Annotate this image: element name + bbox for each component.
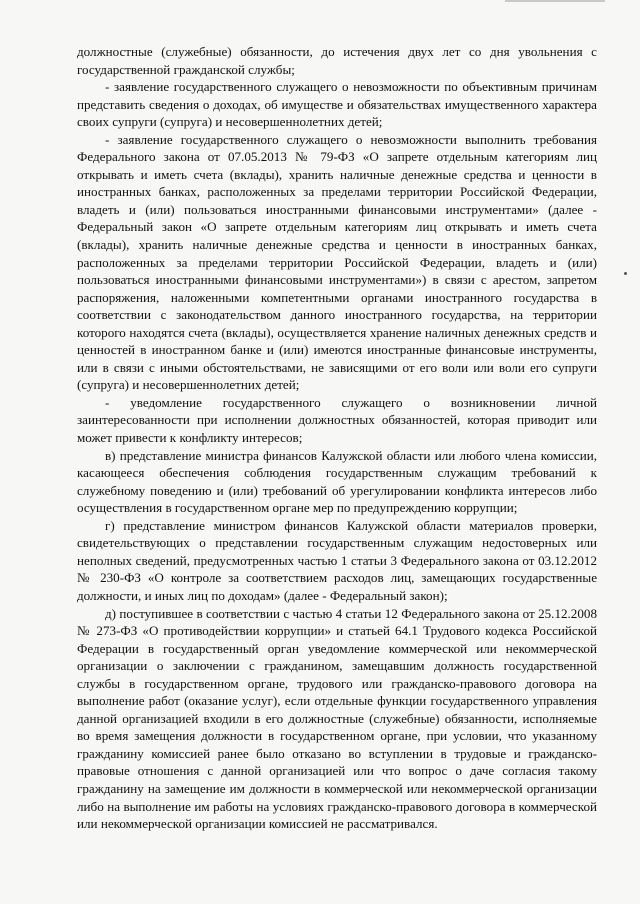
document-body [77,43,597,833]
paragraph-conflict-notice: - уведомление государственного служащего о возникновении личной заинтересованности при исполнении должностных обязанностей, которая приводит или может привести к конфликту интересов; [77,394,597,446]
paragraph-item-d: д) поступившее в соответствии с частью 4 статьи 12 Федерального закона от 25.12.2008 № 273-ФЗ «О противодействии коррупции» и статьей 64.1 Трудового кодекса Российской Федерации в государственный орган уведомление коммерческой или некоммерческой организации о заключении с гражданином, замещавшим должность государственной службы в государственном органе, трудового или гражданско-правового договора на выполнение работ (оказание услуг), если отдельные функции государственного управления данной организацией входили в его должностные (служебные) обязанности, исполняемые во время замещения должности в государственном органе, при условии, что указанному гражданину комиссией ранее было отказано во вступлении в трудовые и гражданско-правовые отношения с данной организацией или что вопрос о даче согласия такому гражданину на замещение им должности в коммерческой или некоммерческой организации либо на выполнение им работы на условиях гражданско-правового договора в коммерческой или некоммерческой организации комиссией не рассматривался. [77,605,597,832]
paragraph-foreign-accounts: - заявление государственного служащего о невозможности выполнить требования Федерального закона от 07.05.2013 № 79-ФЗ «О запрете отдельным категориям лиц открывать и иметь счета (вклады), хранить наличные денежные средства и ценности в иностранных банках, расположенных за пределами территории Российской Федерации, владеть и (или) пользоваться иностранными финансовыми инструментами» (далее - Федеральный закон «О запрете отдельным категориям лиц открывать и иметь счета (вклады), хранить наличные денежные средства и ценности в иностранных банках, расположенных за пределами территории Российской Федерации, владеть и (или) пользоваться иностранными финансовыми инструментами») в связи с арестом, запретом распоряжения, наложенными компетентными органами иностранного государства в соответствии с законодательством данного иностранного государства, на территории которого находятся счета (вклады), осуществляется хранение наличных денежных средств и ценностей в иностранном банке и (или) имеются иностранные финансовые инструменты, или в связи с иными обстоятельствами, не зависящими от его воли или воли его супруги (супруга) и несовершеннолетних детей; [77,131,597,393]
paragraph-item-g: г) представление министром финансов Калужской области материалов проверки, свидетельствующих о представлении государственным служащим недостоверных или неполных сведений, предусмотренных частью 1 статьи 3 Федерального закона от 03.12.2012 № 230-ФЗ «О контроле за соответствием расходов лиц, замещающих государственные должности, и иных лиц по доходам» (далее - Федеральный закон); [77,517,597,603]
paragraph-continuation: должностные (служебные) обязанности, до истечения двух лет со дня увольнения с государственной гражданской службы; [77,44,597,77]
scan-dot-mark [624,272,627,275]
paragraph-income-statement: - заявление государственного служащего о невозможности по объективным причинам представить сведения о доходах, об имуществе и обязательствах имущественного характера своих супруги (супруга) и несовершеннолетних детей; [77,79,597,130]
paragraph-item-v: в) представление министра финансов Калужской области или любого члена комиссии, касающееся обеспечения соблюдения государственным служащим требований к служебному поведению и (или) требований об урегулировании конфликта интересов либо осуществления в государственном органе мер по предупреждению коррупции; [77,447,597,516]
scan-edge-mark [505,0,605,2]
